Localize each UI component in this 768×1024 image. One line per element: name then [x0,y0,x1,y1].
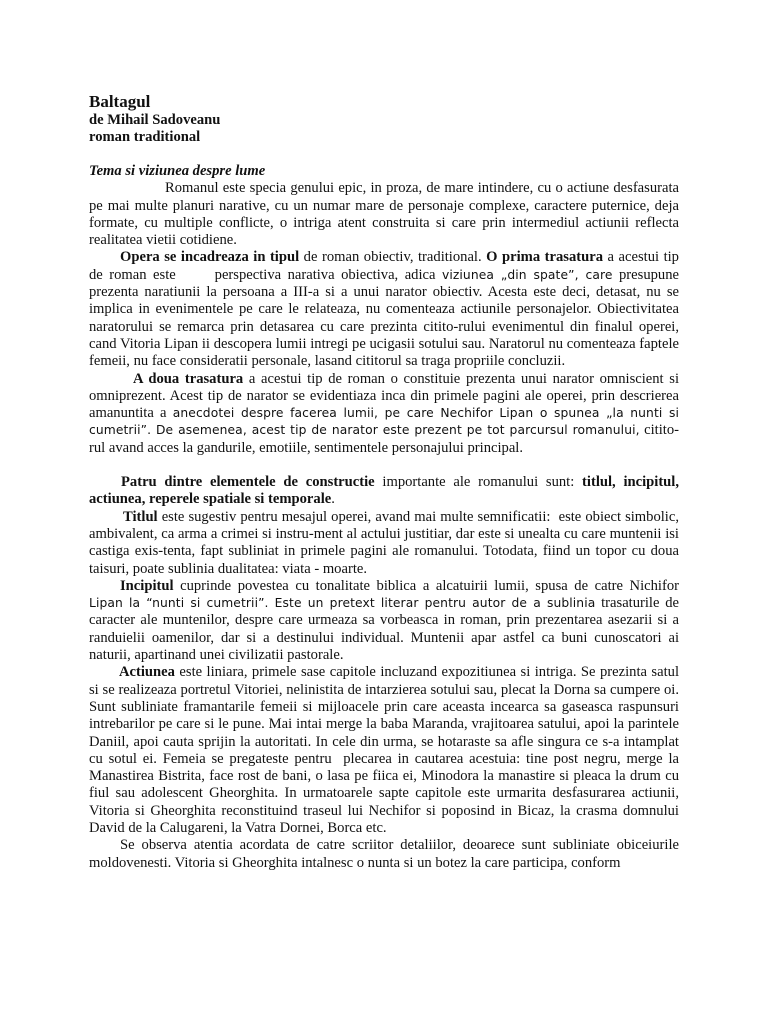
genre-line: roman traditional [89,129,201,145]
text-run: trasaturile de caracter ale muntenilor, despre care urmeaza sa vorbeasca in roman, prin prezentarea asezarii si a randuielii oamenilor, dar si a destinului individual. Muntenii apar astfel ca buni cunoscatori ai naturii, apartinand unei civilizatii pastorale. [89,595,680,664]
paragraph-intro: Romanul este specia genului epic, in proza, de mare intindere, cu o actiune desfasurata pe mai multe planuri narative, cu un numar mare de personaje complexe, caractere puternice, deja formate, cu multiple conflicte, o intriga atent construita si care prin intermediul actiunii reflecta realitatea vietii cotidiene. [89,180,679,249]
paragraph-title-analysis [89,508,683,578]
text-run-alt-font: viziunea „din spate”, care [441,267,613,282]
document-title: Baltagul [89,92,151,111]
document-page [89,92,683,872]
bold-phrase: Actiunea [119,664,175,681]
text-run: este liniara, primele sase capitole incluzand expozitiunea si intriga. Se prezinta satul si se realizeaza portretul Vitoriei, nelinistita de intarzierea sotului sau, plecat la Dorna sa cumpere oi. Sunt subliniate framantarile femeii si mijloacele prin care aceasta incearca sa gaseasca raspunsuri intrebarilor pe care si le pune. Mai intai merge la baba Maranda, vrajitoarea satului, apoi la parintele Daniil, apoi cauta sprijin la autoritati. In cele din urma, se hotaraste sa afle singura ce s-a intamplat cu sotul ei. Femeia se pregateste pentru plecarea in cautarea acestuia: tine post negru, merge la Manastirea Bistrita, face rost de bani, o lasa pe fiica ei, Minodora la manastire si pleaca la drum cu fiul sau adolescent Gheorghita. In urmatoarele sapte capitole este urmarita desfasurarea actiunii, Vitoria si Gheorghita reconstituind traseul lui Nechifor si poposind in Bicaz, la crasma domnului David de la Calugareni, la Vatra Dornei, Borca etc. [89,664,683,836]
bold-phrase: O prima trasatura [486,249,604,266]
text-run: . [331,491,335,508]
text-run: citito-rul avand acces la gandurile, emotiile, sentimentele personajului principal. [89,422,679,456]
text-run: de roman obiectiv, traditional. [299,249,487,266]
paragraph-details: Se observa atentia acordata de catre scriitor detaliilor, deoarece sunt subliniate obiceiurile moldovenesti. Vitoria si Gheorghita intalnesc o nunta si un botez la care participa, conform [89,837,679,871]
text-run-alt-font: Lipan la “nunti si cumetrii”. Este un pretext literar pentru autor de a sublinia [89,596,596,611]
text-run: a acestui tip de roman este perspectiva narativa obiectiva, adica [89,249,683,283]
paragraph-action [89,664,683,837]
author-line: de Mihail Sadoveanu [89,112,221,128]
bold-phrase: Opera se incadreaza in tipul [120,249,300,266]
paragraph-elements [89,474,679,509]
text-run: cuprinde povestea cu tonalitate biblica a alcatuirii lumii, spusa de catre Nichifor [173,577,679,594]
section-heading: Tema si viziunea despre lume [89,163,266,179]
bold-phrase: Titlul [123,508,158,525]
bold-phrase: Patru dintre elementele de constructie [121,474,375,491]
bold-phrase: Incipitul [120,577,174,594]
bold-phrase: titlul, incipitul, actiunea, reperele spatiale si temporale [89,474,680,508]
text-run: este sugestiv pentru mesajul operei, avand mai multe semnificatii: este obiect simbolic, ambivalent, ca arma a crimei si instru-ment al actului justitiar, dar este si unealta cu care muntenii isi castiga exis-tenta, fapt subliniat in primele pagini ale romanului. Totodata, fiind un topor cu doua taisuri, poate sublinia dualitatea: viata - moarte. [89,508,683,577]
text-run-alt-font: anecdotei despre facerea lumii, pe care Nechifor Lipan o spunea „la nunti si cumetrii”. De asemenea, acest tip de narator este prezent pe tot parcursul romanului, [89,406,679,438]
paragraph-incipit [89,578,679,664]
bold-phrase: A doua trasatura [133,370,244,387]
text-run: importante ale romanului sunt: [374,474,583,491]
paragraph-second-trait [89,371,679,457]
text-run: a acestui tip de roman o constituie prezenta unui narator omniscient si omniprezent. Acest tip de narator se evidentiaza inca din primele pagini ale operei, prin descrierea amanuntita a [89,370,680,422]
text-run: presupune prezenta naratiunii la persoana a III-a si a unui narator obiectiv. Acesta este deci, detasat, nu se implica in evenimentele pe care le relateaza, nu comenteaza actiunile personajelor. Obiectivitatea naratorului se remarca prin detasarea cu care prezinta citito-rului evenimentul din finalul operei, cand Vitoria Lipan ii descopera lumii intregi pe ucigasii sotului sau. Naratorul nu comenteaza faptele femeii, nu face consideratii personale, lasand cititorul sa traga propriile concluzii. [89,266,679,370]
paragraph-first-trait [89,249,683,370]
